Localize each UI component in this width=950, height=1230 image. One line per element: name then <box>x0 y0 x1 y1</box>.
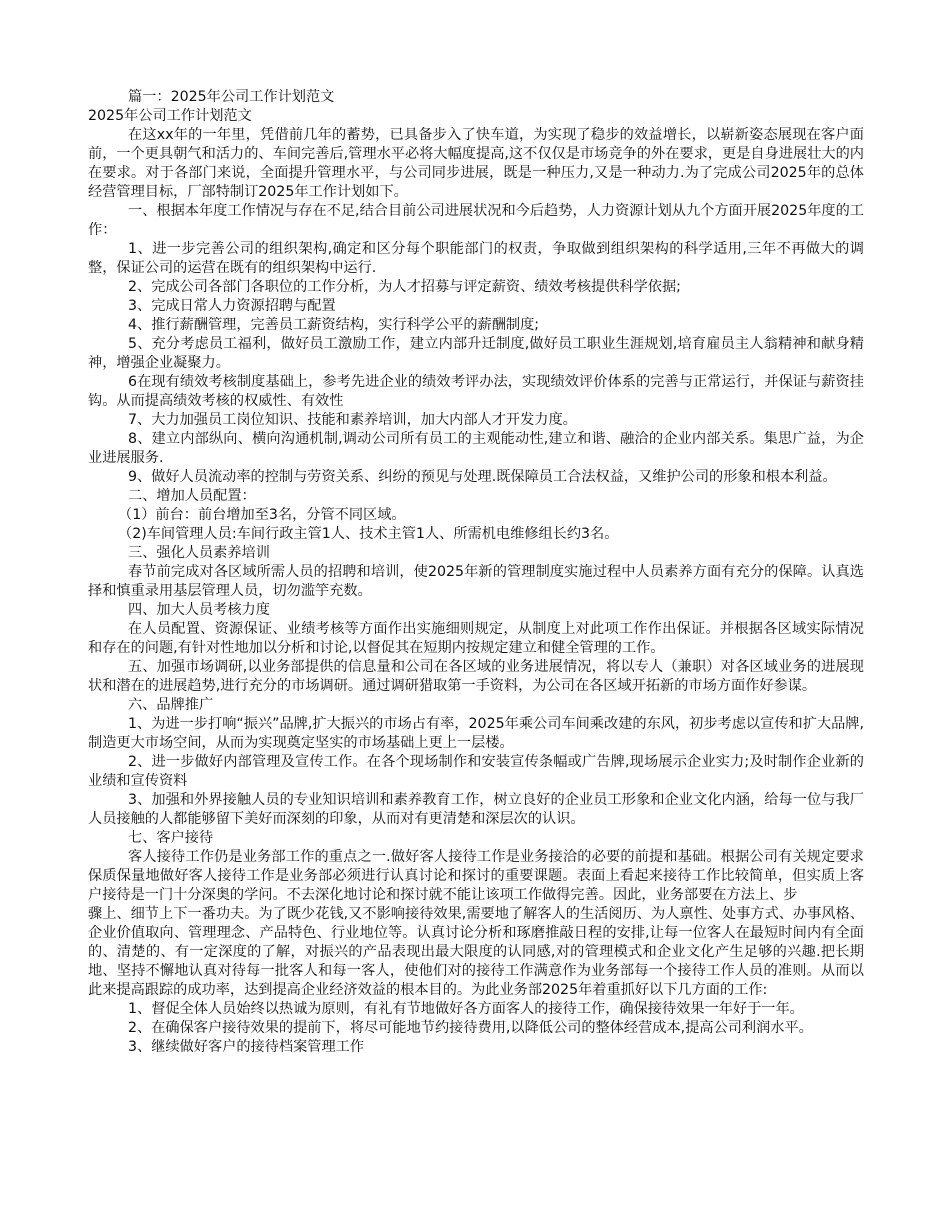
paragraph: 三、强化人员素养培训 <box>128 545 270 561</box>
paragraph-list <box>88 126 864 1057</box>
paragraph: 骤上、细节上下一番功夫。为了既少花钱,又不影响接待效果,需要地了解客人的生活阅历、为人禀性、处事方式、办事风格、企业价值取向、管理理念、产品特色、行业地位等。认真讨论分析和琢磨推敲日程的安排,让每一位客人在最短时间内有全面的、清楚的、有一定深度的了解，对振兴的产品表现出最大限度的认同感,对的管理模式和企业文化产生足够的兴趣.把长期地、坚持不懈地认真对待每一批客人和每一客人，使他们对的接待工作满意作为业务部每一个接待工作人员的准则。从而以此来提高跟踪的成功率，达到提高企业经济效益的根本目的。为此业务部2025年着重抓好以下几方面的工作: <box>88 906 864 998</box>
paragraph: 4、推行薪酬管理，完善员工薪资结构，实行科学公平的薪酬制度; <box>128 317 540 333</box>
paragraph: 四、加大人员考核力度 <box>128 602 270 618</box>
document-heading: 篇一：2025年公司工作计划范文 <box>128 89 335 105</box>
paragraph: 2、完成公司各部门各职位的工作分析，为人才招募与评定薪资、绩效考核提供科学依据; <box>128 279 681 295</box>
paragraph: 一、根据本年度工作情况与存在不足,结合目前公司进展状况和今后趋势，人力资源计划从九个方面开展2025年度的工作： <box>88 203 864 238</box>
paragraph: 在人员配置、资源保证、业绩考核等方面作出实施细则规定，从制度上对此项工作作出保证。并根据各区域实际情况和存在的问题,有针对性地加以分析和讨论,以督促其在短期内按规定建立和健全管理的工作。 <box>88 621 864 656</box>
paragraph: 六、品牌推广 <box>128 697 214 713</box>
paragraph: 3、加强和外界接触人员的专业知识培训和素养教育工作，树立良好的企业员工形象和企业文化内涵，给每一位与我厂人员接触的人都能够留下美好而深刻的印象，从而对有更清楚和深层次的认识。 <box>88 792 864 827</box>
paragraph: 1、为进一步打响“振兴”品牌,扩大振兴的市场占有率，2025年乘公司车间乘改建的东风，初步考虑以宣传和扩大品牌,制造更大市场空间，从而为实现奠定坚实的市场基础上更上一层楼。 <box>88 716 864 751</box>
paragraph: 在这xx年的一年里，凭借前几年的蓄势，已具备步入了快车道，为实现了稳步的效益增长，以崭新姿态展现在客户面前，一个更具朝气和活力的、车间完善后,管理水平必将大幅度提高,这不仅仅是市场竞争的外在要求，更是自身进展壮大的内在要求。对于各部门来说，全面提升管理水平，与公司同步进展，既是一种压力,又是一种动力.为了完成公司2025年的总体经营管理目标，厂部特制订2025年工作计划如下。 <box>88 127 864 200</box>
paragraph: 9、做好人员流动率的控制与劳资关系、纠纷的预见与处理.既保障员工合法权益，又维护公司的形象和根本利益。 <box>128 469 837 485</box>
paragraph: 1、督促全体人员始终以热诚为原则，有礼有节地做好各方面客人的接待工作，确保接待效果一年好于一年。 <box>128 1001 804 1017</box>
document-page <box>88 88 864 1057</box>
paragraph: 3、继续做好客户的接待档案管理工作 <box>128 1039 365 1055</box>
paragraph: （1）前台：前台增加至3名，分管不同区域。 <box>118 507 406 523</box>
paragraph: 2、在确保客户接待效果的提前下，将尽可能地节约接待费用,以降低公司的整体经营成本,提高公司利润水平。 <box>128 1020 813 1036</box>
paragraph: 七、客户接待 <box>128 830 214 846</box>
paragraph: 7、大力加强员工岗位知识、技能和素养培训，加大内部人才开发力度。 <box>128 412 577 428</box>
paragraph: 春节前完成对各区域所需人员的招聘和培训，使2025年新的管理制度实施过程中人员素养方面有充分的保障。认真选择和慎重录用基层管理人员，切勿滥竽充数。 <box>88 564 864 599</box>
paragraph: 5、充分考虑员工福利，做好员工激励工作，建立内部升迁制度,做好员工职业生涯规划,培育雇员主人翁精神和献身精神，增强企业凝聚力。 <box>88 336 864 371</box>
paragraph: 3、完成日常人力资源招聘与配置 <box>128 298 336 314</box>
paragraph: 2、进一步做好内部管理及宣传工作。在各个现场制作和安装宣传条幅或广告牌,现场展示企业实力;及时制作企业新的业绩和宣传资料 <box>88 754 864 789</box>
paragraph: 1、进一步完善公司的组织架构,确定和区分每个职能部门的权责，争取做到组织架构的科学适用,三年不再做大的调整，保证公司的运营在既有的组织架构中运行. <box>88 241 864 276</box>
paragraph: （2)车间管理人员:车间行政主管1人、技术主管1人、所需机电维修组长约3名。 <box>118 526 619 542</box>
paragraph: 8、建立内部纵向、横向沟通机制,调动公司所有员工的主观能动性,建立和谐、融洽的企业内部关系。集思广益，为企业进展服务. <box>88 431 864 466</box>
document-title: 2025年公司工作计划范文 <box>88 108 252 124</box>
paragraph: 6在现有绩效考核制度基础上，参考先进企业的绩效考评办法，实现绩效评价体系的完善与正常运行，并保证与薪资挂钩。从而提高绩效考核的权威性、有效性 <box>88 374 864 409</box>
paragraph: 二、增加人员配置： <box>128 488 256 504</box>
paragraph: 客人接待工作仍是业务部工作的重点之一.做好客人接待工作是业务接洽的必要的前提和基础。根据公司有关规定要求保质保量地做好客人接待工作是业务部必须进行认真讨论和探讨的重要课题。表面上看起来接待工作比较简单，但实质上客户接待是一门十分深奥的学问。不去深化地讨论和探讨就不能让该项工作做得完善。因此，业务部要在方法上、步 <box>88 849 864 903</box>
paragraph: 五、加强市场调研,以业务部提供的信息量和公司在各区域的业务进展情况，将以专人（兼职）对各区域业务的进展现状和潜在的进展趋势,进行充分的市场调研。通过调研猎取第一手资料，为公司在各区域开拓新的市场方面作好参谋。 <box>88 659 864 694</box>
